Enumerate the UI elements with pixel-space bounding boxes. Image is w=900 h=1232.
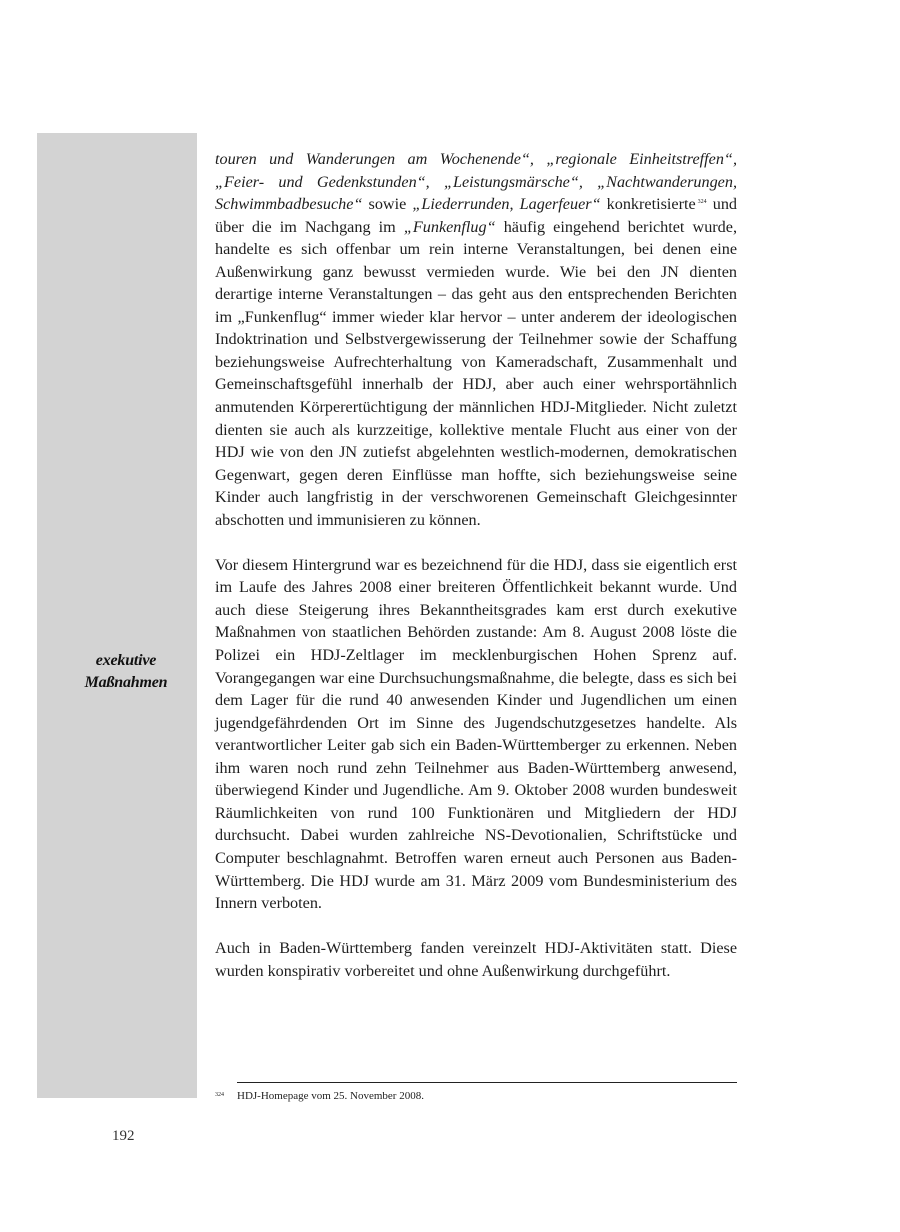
margin-note <box>37 650 215 694</box>
footnote <box>215 1088 424 1103</box>
margin-note-line-1: exekutive <box>95 652 157 669</box>
paragraph-1 <box>215 148 737 531</box>
margin-sidebar <box>37 133 197 1098</box>
footnote-text: HDJ-Homepage vom 25. November 2008. <box>237 1090 424 1102</box>
paragraph-2: Vor diesem Hintergrund war es bezeichnend für die HDJ, dass sie eigentlich erst im Laufe des Jahres 2008 einer breiteren Öffentlichkeit bekannt wurde. Und auch diese Steigerung ihres Bekanntheitsgrades kam erst durch exekutive Maßnahmen von staatlichen Behörden zustande: Am 8. August 2008 löste die Polizei ein HDJ-Zeltlager im mecklenburgischen Hohen Sprenz auf. Vorangegangen war eine Durchsuchungsmaßnahme, die belegte, dass es sich bei dem Lager für die rund 40 anwesenden Kinder und Jugendlichen um einen jugendgefährdenden Ort im Sinne des Jugendschutzgesetzes handelte. Als verantwortlicher Leiter gab sich ein Baden-Württemberger zu erkennen. Neben ihm waren noch rund zehn Teilnehmer aus Baden-Württemberg anwesend, überwiegend Kinder und Jugendliche. Am 9. Oktober 2008 wurden bundesweit Räumlichkeiten von rund 100 Funktionären und Mitgliedern der HDJ durchsucht. Dabei wurden zahlreiche NS-Devotionalien, Schriftstücke und Computer beschlagnahmt. Betroffen waren erneut auch Personen aus Baden-Württemberg. Die HDJ wurde am 31. März 2009 vom Bundesministerium des Innern verboten. <box>215 555 737 913</box>
paragraph-1-italic-c: „Funkenflug“ <box>403 217 496 236</box>
footnote-number: 324 <box>215 1092 224 1098</box>
margin-note-line-2: Maßnahmen <box>84 674 168 691</box>
main-text <box>215 148 737 982</box>
paragraph-3: Auch in Baden-Württemberg fanden vereinzelt HDJ-Aktivitäten statt. Diese wurden konspirativ vorbereitet und ohne Außenwirkung durchgeführt. <box>215 939 737 980</box>
footnote-reference[interactable]: 324 <box>697 199 707 206</box>
paragraph-1-text-d: häufig eingehend berichtet wurde, handelte es sich offenbar um rein interne Veranstaltungen, bei denen eine Außenwirkung ganz bewusst vermieden wurde. Wie bei den JN dienten derartige interne Veranstaltungen – das geht aus den entsprechenden Berichten im „Funkenflug“ immer wieder klar hervor – unter anderem der ideologischen Indoktrination und Selbstvergewisserung der Teilnehmer sowie der Schaffung beziehungsweise Aufrechterhaltung von Kameradschaft, Zusammenhalt und Gemeinschaftsgefühl innerhalb der HDJ, aber auch einer wehrsportähnlich anmutenden Körperertüchtigung der männlichen HDJ-Mitglieder. Nicht zuletzt dienten sie auch als kurzzeitige, kollektive mentale Flucht aus einer von der HDJ wie von den JN zutiefst abgelehnten westlich-modernen, demokratischen Gegenwart, gegen deren Einflüsse man hoffte, sich beziehungsweise seine Kinder auch langfristig in der verschworenen Gemeinschaft Gleichgesinnter abschotten und immunisieren zu können. <box>215 217 738 529</box>
paragraph-1-italic-b: „Liederrunden, Lagerfeuer“ <box>412 195 601 214</box>
paragraph-1-italic-a: touren und Wanderungen am Wochenende“, „regionale Einheitstreffen“, „Feier- und Gedenkstunden“, „Leistungsmärsche“, „Nachtwanderungen, Schwimmbadbesuche“ <box>215 150 737 214</box>
paragraph-1-text-a: sowie <box>362 195 413 214</box>
paragraph-1-text-c: und über die im Nachgang im <box>215 195 738 236</box>
footnote-separator <box>237 1082 737 1083</box>
paragraph-1-text-b: konkretisierte <box>600 195 696 214</box>
page-number: 192 <box>112 1128 135 1144</box>
